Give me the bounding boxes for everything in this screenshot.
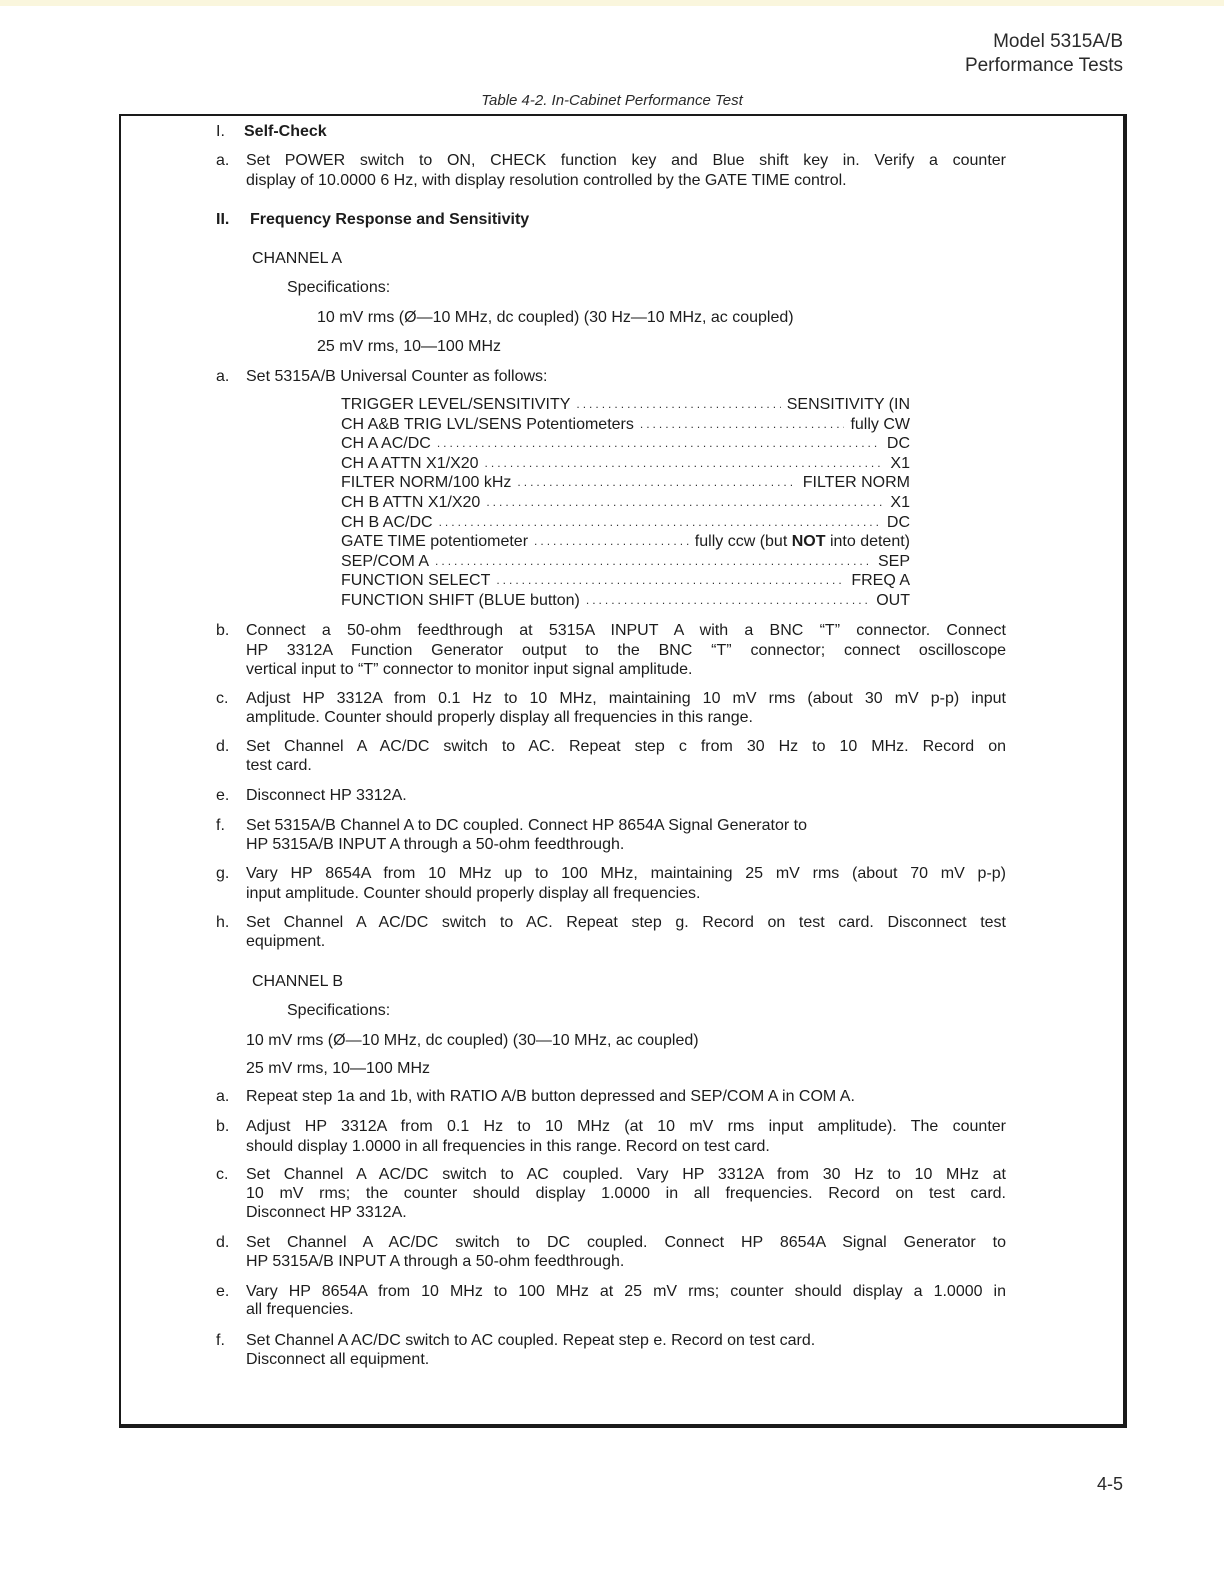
step-text-line: Disconnect HP 3312A.: [246, 1204, 407, 1221]
step-label: a.: [216, 152, 230, 169]
step-text-line: Vary HP 8654A from 10 MHz up to 100 MHz, maintaining 25 mV rms (about 70 mV p-p): [246, 865, 1006, 882]
setting-value: X1: [890, 494, 910, 511]
setting-value: [695, 532, 910, 552]
channel-b-spec-line: 10 mV rms (Ø—10 MHz, dc coupled) (30—10 MHz, ac coupled): [246, 1032, 699, 1049]
table-caption: Table 4-2. In-Cabinet Performance Test: [481, 92, 743, 109]
step-text-line: vertical input to “T” connector to monitor input signal amplitude.: [246, 661, 693, 678]
section-title-self-check: Self-Check: [244, 123, 327, 140]
setting-name: FILTER NORM/100 kHz: [341, 474, 512, 492]
channel-a-spec-line: 10 mV rms (Ø—10 MHz, dc coupled) (30 Hz—10 MHz, ac coupled): [317, 309, 794, 326]
setting-row: [341, 532, 910, 552]
setting-value: X1: [890, 454, 910, 472]
step-label: c.: [216, 1166, 229, 1183]
step-text-line: Adjust HP 3312A from 0.1 Hz to 10 MHz (at 10 mV rms input amplitude). The counter: [246, 1118, 1006, 1135]
setting-value: SENSITIVITY (IN: [786, 396, 910, 413]
leader-dots: [486, 493, 884, 513]
section-number-self-check: I.: [216, 123, 225, 140]
setting-value: DC: [886, 435, 910, 453]
top-band: [0, 0, 1224, 6]
channel-b-title: CHANNEL B: [252, 973, 343, 990]
step-label: e.: [216, 1283, 230, 1300]
section-title-frequency: Frequency Response and Sensitivity: [250, 211, 530, 228]
setting-row: [341, 434, 910, 454]
setting-row: [341, 473, 910, 493]
step-text-line: Set Channel A AC/DC switch to AC coupled. Vary HP 3312A from 30 Hz to 10 MHz at: [246, 1166, 1006, 1183]
step-label: d.: [216, 738, 230, 755]
step-text-line: Adjust HP 3312A from 0.1 Hz to 10 MHz, maintaining 10 mV rms (about 30 mV p-p) input: [246, 690, 1006, 707]
step-text-line: Set 5315A/B Channel A to DC coupled. Connect HP 8654A Signal Generator to: [246, 817, 807, 834]
channel-b-spec-line: 25 mV rms, 10—100 MHz: [246, 1060, 431, 1077]
step-text-line: Set Channel A AC/DC switch to AC coupled. Repeat step e. Record on test card.: [246, 1332, 816, 1349]
setting-name: CH A ATTN X1/X20: [341, 454, 479, 472]
setting-row: [341, 591, 910, 611]
setting-row: [341, 552, 910, 572]
setting-name: SEP/COM A: [341, 552, 430, 570]
setting-row: [341, 454, 910, 474]
step-text-line: Set Channel A AC/DC switch to AC. Repeat step g. Record on test card. Disconnect test: [246, 914, 1006, 931]
setting-name: CH B AC/DC: [341, 513, 433, 531]
header-section: Performance Tests: [964, 55, 1123, 76]
step-label: h.: [216, 914, 230, 931]
setting-row: [341, 513, 910, 533]
leader-dots: [439, 513, 881, 533]
leader-dots: [640, 415, 845, 435]
section-number-frequency: II.: [216, 211, 230, 228]
setting-value-emphasis: NOT: [791, 533, 826, 551]
step-label: f.: [216, 817, 225, 834]
step-label: g.: [216, 865, 230, 882]
step-label: f.: [216, 1332, 225, 1349]
setting-row: [341, 415, 910, 435]
leader-dots: [517, 473, 796, 493]
setting-row: [341, 571, 910, 591]
channel-a-spec-title: Specifications:: [287, 279, 391, 296]
step-text-line: Set Channel A AC/DC switch to AC. Repeat step c from 30 Hz to 10 MHz. Record on: [246, 738, 1006, 755]
step-text-line: Set POWER switch to ON, CHECK function key and Blue shift key in. Verify a counter: [246, 152, 1006, 169]
step-text-line: all frequencies.: [246, 1301, 354, 1318]
setting-name: GATE TIME potentiometer: [341, 533, 529, 551]
leader-dots: [586, 591, 870, 611]
setting-value: FREQ A: [851, 572, 910, 590]
step-text-line: display of 10.0000 6 Hz, with display resolution controlled by the GATE TIME control.: [246, 172, 847, 189]
channel-a-title: CHANNEL A: [252, 250, 343, 267]
step-text-line: Repeat step 1a and 1b, with RATIO A/B button depressed and SEP/COM A in COM A.: [246, 1088, 855, 1105]
step-text-line: test card.: [246, 757, 312, 774]
header-model: Model 5315A/B: [993, 31, 1123, 52]
step-text-line: Set Channel A AC/DC switch to DC coupled. Connect HP 8654A Signal Generator to: [246, 1234, 1006, 1251]
setting-value: fully CW: [850, 415, 910, 433]
setting-name: CH A AC/DC: [341, 435, 431, 453]
setting-value-part: fully ccw (but: [694, 533, 792, 551]
leader-dots: [576, 395, 780, 415]
step-label: b.: [216, 1118, 230, 1135]
step-label: a.: [216, 1088, 230, 1105]
step-text-line: Set 5315A/B Universal Counter as follows:: [246, 368, 548, 385]
setting-name: CH B ATTN X1/X20: [341, 494, 481, 511]
step-text-line: equipment.: [246, 933, 326, 950]
leader-dots: [437, 434, 881, 454]
leader-dots: [435, 552, 872, 572]
step-label: e.: [216, 787, 230, 804]
step-label: b.: [216, 622, 230, 639]
leader-dots: [496, 571, 845, 591]
step-label: a.: [216, 368, 230, 385]
step-text-line: 10 mV rms; the counter should display 1.0000 in all frequencies. Record on test card.: [246, 1185, 1006, 1202]
channel-a-spec-line: 25 mV rms, 10—100 MHz: [317, 338, 502, 355]
step-text-line: Connect a 50-ohm feedthrough at 5315A INPUT A with a BNC “T” connector. Connect: [246, 622, 1006, 639]
step-text-line: HP 3312A Function Generator output to the BNC “T” connector; connect oscilloscope: [246, 642, 1006, 659]
step-text-line: Disconnect all equipment.: [246, 1351, 430, 1368]
step-text-line: Disconnect HP 3312A.: [246, 787, 407, 804]
step-label: c.: [216, 690, 229, 707]
setting-value: OUT: [876, 592, 910, 609]
step-text-line: HP 5315A/B INPUT A through a 50-ohm feedthrough.: [246, 1253, 625, 1270]
step-text-line: HP 5315A/B INPUT A through a 50-ohm feedthrough.: [246, 836, 625, 853]
channel-b-spec-title: Specifications:: [287, 1002, 391, 1019]
step-text-line: Vary HP 8654A from 10 MHz to 100 MHz at 25 mV rms; counter should display a 1.0000 in: [246, 1283, 1006, 1300]
step-text-line: amplitude. Counter should properly display all frequencies in this range.: [246, 709, 753, 726]
leader-dots: [485, 454, 885, 474]
leader-dots: [534, 532, 689, 552]
page-header: [965, 30, 1123, 78]
setting-name: FUNCTION SELECT: [341, 572, 491, 590]
setting-name: FUNCTION SHIFT (BLUE button): [341, 592, 580, 609]
page-number: 4-5: [1096, 1474, 1123, 1494]
setting-value: DC: [886, 513, 910, 531]
setting-row: [341, 493, 910, 513]
setting-value-part: into detent): [825, 533, 910, 551]
step-label: d.: [216, 1234, 230, 1251]
setting-row: [341, 395, 910, 415]
setting-value: SEP: [877, 552, 910, 570]
step-text-line: input amplitude. Counter should properly display all frequencies.: [246, 885, 701, 902]
setting-name: TRIGGER LEVEL/SENSITIVITY: [341, 396, 571, 413]
setting-value: FILTER NORM: [802, 474, 910, 492]
setting-name: CH A&B TRIG LVL/SENS Potentiometers: [341, 415, 634, 433]
step-text-line: should display 1.0000 in all frequencies in this range. Record on test card.: [246, 1138, 770, 1155]
